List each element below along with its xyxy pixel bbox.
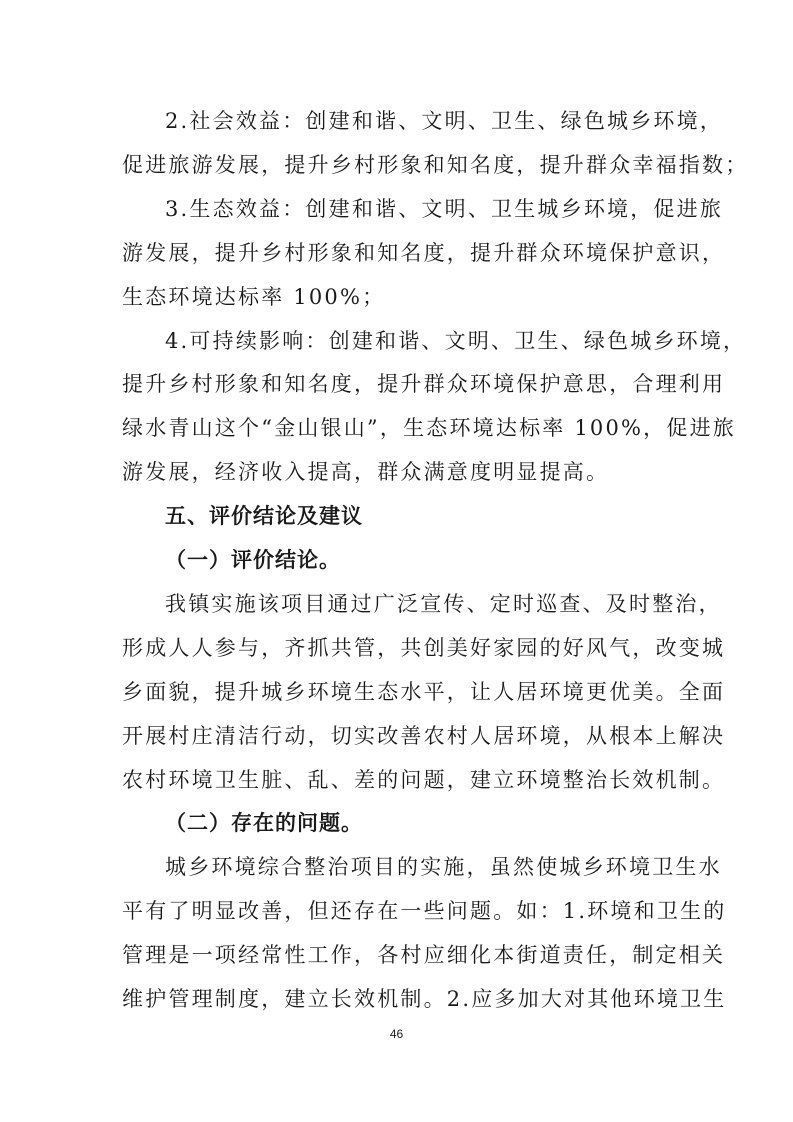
paragraph-eco-benefit-line-1: 3.生态效益：创建和谐、文明、卫生城乡环境，促进旅	[165, 197, 724, 221]
paragraph-sustainability-line-4: 游发展，经济收入提高，群众满意度明显提高。	[122, 460, 610, 484]
page-number: 46	[389, 1027, 404, 1041]
subsection-heading-problems: （二）存在的问题。	[165, 811, 363, 835]
paragraph-problems-line-4: 维护管理制度，建立长效机制。2.应多加大对其他环境卫生	[122, 987, 727, 1011]
paragraph-evaluation-line-5: 农村环境卫生脏、乱、差的问题，建立环境整治长效机制。	[122, 768, 726, 792]
paragraph-social-benefit-line-1: 2.社会效益：创建和谐、文明、卫生、绿色城乡环境，	[165, 109, 724, 133]
paragraph-sustainability-line-3: 绿水青山这个“金山银山”，生态环境达标率 100%，促进旅	[122, 416, 736, 440]
paragraph-problems-line-1: 城乡环境综合整治项目的实施，虽然使城乡环境卫生水	[165, 855, 722, 879]
paragraph-evaluation-line-4: 开展村庄清洁行动，切实改善农村人居环境，从根本上解决	[122, 724, 726, 748]
paragraph-evaluation-line-1: 我镇实施该项目通过广泛宣传、定时巡查、及时整治，	[165, 592, 722, 616]
paragraph-evaluation-line-2: 形成人人参与，齐抓共管，共创美好家园的好风气，改变城	[122, 636, 726, 660]
subsection-heading-evaluation: （一）评价结论。	[165, 548, 341, 572]
paragraph-problems-line-2: 平有了明显改善，但还存在一些问题。如：1.环境和卫生的	[122, 899, 727, 923]
paragraph-eco-benefit-line-3: 生态环境达标率 100%；	[122, 285, 386, 309]
paragraph-problems-line-3: 管理是一项经常性工作，各村应细化本街道责任，制定相关	[122, 943, 726, 967]
paragraph-evaluation-line-3: 乡面貌，提升城乡环境生态水平，让人居环境更优美。全面	[122, 680, 726, 704]
section-heading-conclusion: 五、评价结论及建议	[165, 504, 363, 528]
paragraph-sustainability-line-1: 4.可持续影响：创建和谐、文明、卫生、绿色城乡环境，	[165, 329, 747, 353]
paragraph-social-benefit-line-2: 促进旅游发展，提升乡村形象和知名度，提升群众幸福指数；	[122, 153, 749, 177]
paragraph-sustainability-line-2: 提升乡村形象和知名度，提升群众环境保护意思，合理利用	[122, 372, 726, 396]
paragraph-eco-benefit-line-2: 游发展，提升乡村形象和知名度，提升群众环境保护意识，	[122, 241, 726, 265]
